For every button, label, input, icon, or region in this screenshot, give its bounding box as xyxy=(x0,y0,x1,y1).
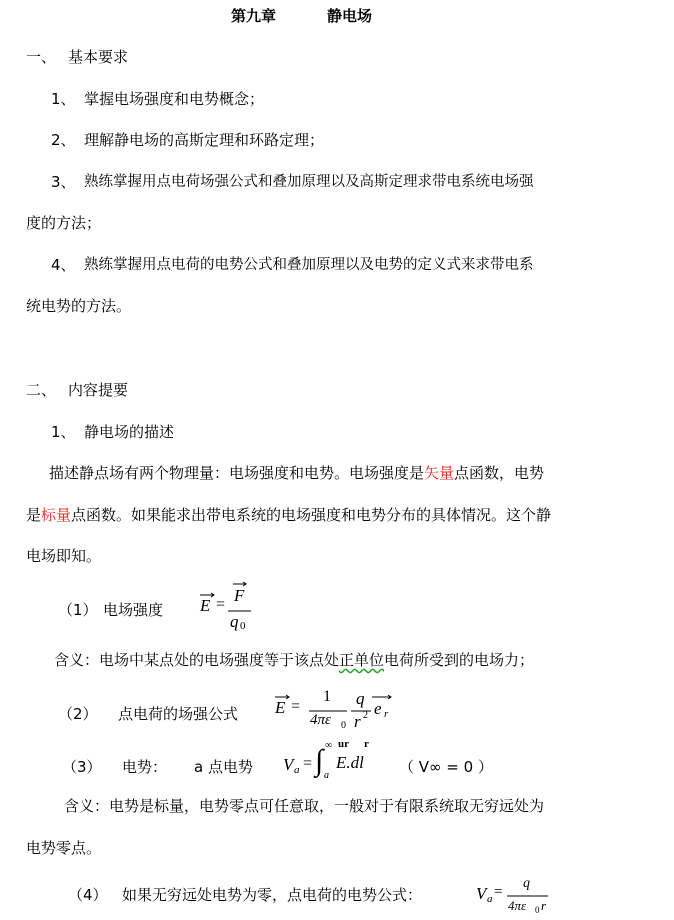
item-3-point-potential-label: a 点电势 xyxy=(194,758,253,776)
equals-sign: = xyxy=(216,596,226,613)
requirement-1-text: 掌握电场强度和电势概念； xyxy=(84,90,265,108)
requirement-2-text: 理解静电场的高斯定理和环路定理； xyxy=(84,131,325,149)
subscript-a: a xyxy=(294,764,300,776)
chapter-number: 第九章 xyxy=(231,7,277,25)
item-2-label: 点电荷的场强公式 xyxy=(118,705,239,723)
meaning-2-continuation: 电势零点。 xyxy=(26,839,102,857)
denominator-4-pi-epsilon: 4πε xyxy=(508,898,527,913)
equals-sign: = xyxy=(303,755,313,772)
q-symbol: q xyxy=(356,689,365,708)
paragraph-text: 是 xyxy=(26,506,42,524)
equals-sign: = xyxy=(291,698,301,715)
requirement-3-continuation: 度的方法； xyxy=(26,214,102,232)
subscript-a: a xyxy=(487,893,493,905)
q-symbol: q xyxy=(523,876,530,891)
chapter-title: 静电场 xyxy=(327,7,373,25)
requirement-3-text: 熟练掌握用点电荷场强公式和叠加原理以及高斯定理求带电系统电场强 xyxy=(84,174,534,190)
item-1-label: 电场强度 xyxy=(103,601,164,619)
e-symbol: E xyxy=(275,698,286,717)
r-symbol: r xyxy=(541,898,547,913)
v-symbol: V xyxy=(283,755,294,774)
integral-upper-limit: ∞ xyxy=(325,740,333,751)
meaning-text: 电荷所受到的电场力； xyxy=(384,651,535,669)
summary-paragraph-line-3: 电场即知。 xyxy=(26,547,102,565)
item-3-number: （3） xyxy=(62,758,102,776)
paragraph-text: 点函数，电势 xyxy=(454,464,545,482)
unit-positive-charge: 正单位 xyxy=(339,651,385,669)
vector-mark-e: ur xyxy=(338,738,349,750)
e-symbol: E xyxy=(200,596,211,615)
vector-mark-dl: r xyxy=(364,738,369,750)
summary-paragraph-line-2 xyxy=(26,505,551,525)
f-symbol: F xyxy=(234,586,245,605)
denominator-4-pi-epsilon: 4πε xyxy=(310,712,331,728)
item-3-label: 电势： xyxy=(122,758,168,776)
integral-sign: ∫ xyxy=(315,744,324,777)
requirement-4-continuation: 统电势的方法。 xyxy=(26,297,132,315)
meaning-2: 含义：电势是标量，电势零点可任意取，一般对于有限系统取无穷远处为 xyxy=(64,797,545,815)
paragraph-text: 点函数。如果能求出带电系统的电场强度和电势分布的具体情况。这个静 xyxy=(71,506,552,524)
section-2-title: 内容提要 xyxy=(68,381,129,399)
zero-potential-condition: （ V∞ = 0 ） xyxy=(399,758,493,776)
meaning-text: 含义：电场中某点处的电场强度等于该点处 xyxy=(54,651,340,669)
item-4-label: 如果无穷远处电势为零，点电荷的电势公式： xyxy=(122,886,423,904)
numerator-one: 1 xyxy=(323,688,331,705)
subsection-1-title: 静电场的描述 xyxy=(84,423,175,441)
superscript-two: 2 xyxy=(363,710,368,721)
section-1-title: 基本要求 xyxy=(68,48,129,66)
summary-paragraph-line-1 xyxy=(49,463,544,483)
scalar-keyword: 标量 xyxy=(41,506,72,524)
requirement-4-text: 熟练掌握用点电荷的电势公式和叠加原理以及电势的定义式来求带电系 xyxy=(84,257,534,273)
subscript-r: r xyxy=(384,708,389,720)
unit-vector-e: e xyxy=(374,699,382,718)
requirement-4-number: 4、 xyxy=(51,256,76,274)
subsection-1-number: 1、 xyxy=(51,423,76,441)
q-symbol: q xyxy=(230,612,239,631)
section-1-number: 一、 xyxy=(26,48,57,66)
item-2-number: （2） xyxy=(58,705,98,723)
integral-lower-limit: a xyxy=(324,770,329,781)
item-4-number: （4） xyxy=(68,886,108,904)
subscript-zero: 0 xyxy=(535,905,540,915)
subscript-zero: 0 xyxy=(240,620,246,632)
subscript-zero: 0 xyxy=(341,720,346,731)
vector-keyword: 矢量 xyxy=(424,464,455,482)
r-symbol: r xyxy=(354,712,361,731)
item-1-number: （1） xyxy=(58,601,98,619)
paragraph-text: 描述静点场有两个物理量：电场强度和电势。电场强度是 xyxy=(49,464,425,482)
requirement-3-number: 3、 xyxy=(51,173,76,191)
requirement-1-number: 1、 xyxy=(51,90,76,108)
v-symbol: V xyxy=(476,884,487,903)
requirement-2-number: 2、 xyxy=(51,131,76,149)
meaning-1 xyxy=(54,650,534,670)
section-2-number: 二、 xyxy=(26,381,57,399)
fraction-bar xyxy=(0,0,1,1)
equals-sign: = xyxy=(494,884,503,900)
integrand: E.dl xyxy=(336,753,364,772)
